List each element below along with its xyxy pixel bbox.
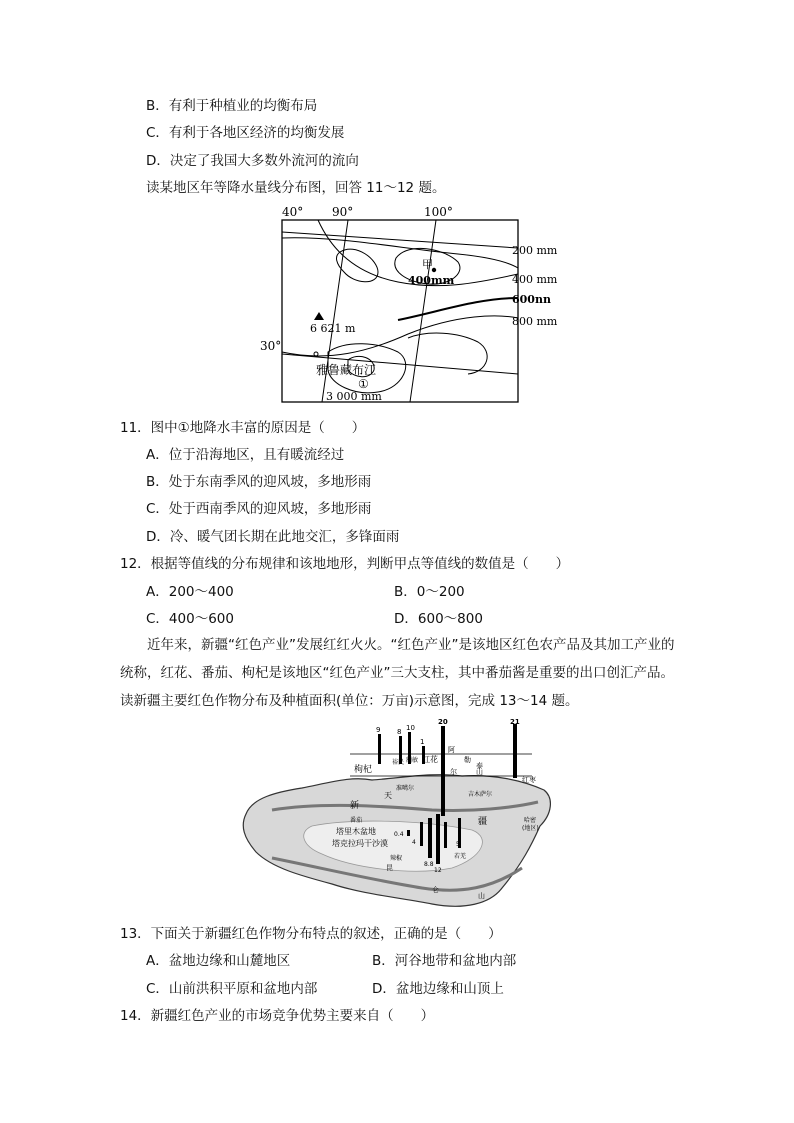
precipitation-isohyet-map [258, 202, 578, 406]
isohyet-label-600: 600nn [512, 293, 551, 306]
q11-option-a: A．位于沿海地区，且有暖流经过 [146, 447, 345, 463]
label-marker: ① [358, 377, 369, 391]
bar-8.8 [428, 818, 432, 858]
point-small [314, 352, 318, 356]
peak-marker [314, 312, 324, 320]
bar-9 [378, 734, 381, 764]
q11-option-b: B．处于东南季风的迎风坡，多地形雨 [146, 474, 372, 490]
isohyet-label-400: 400 mm [512, 273, 558, 286]
bar-value-5: 5 [456, 841, 460, 848]
label-jiang: 疆 [478, 817, 488, 827]
label-diqu: (地区) [522, 825, 539, 832]
option-c-prev: C．有利于各地区经济的均衡发展 [146, 125, 345, 141]
xinjiang-red-crops-map [232, 718, 554, 914]
label-shan-north: 山 [476, 768, 483, 776]
label-taklimakan: 塔克拉玛干沙漠 [332, 839, 388, 848]
q11-option-c: C．处于西南季风的迎风坡，多地形雨 [146, 501, 372, 517]
q12-stem: 12．根据等值线的分布规律和该地地形，判断甲点等值线的数值是（ ） [120, 556, 570, 572]
label-lajiao: 辣椒 [390, 855, 403, 862]
q13-option-a: A．盆地边缘和山麓地区 [146, 953, 291, 969]
label-tarim-basin: 塔里木盆地 [336, 827, 376, 836]
isohyet-label-200: 200 mm [512, 244, 558, 257]
label-hami: 哈密 [524, 817, 537, 824]
bar-20 [441, 726, 445, 816]
label-hongzao: 红枣 [522, 776, 536, 784]
bar-5 [444, 822, 447, 848]
isohyet-200 [282, 238, 518, 268]
bar-value-0.4: 0.4 [394, 831, 404, 838]
label-river: 雅鲁藏布江 [316, 363, 377, 377]
label-jia: 甲 [422, 258, 433, 271]
label-tai: 泰 [476, 762, 483, 770]
label-jimusar: 吉木萨尔 [468, 791, 493, 798]
bar-value-9: 9 [376, 726, 381, 734]
q11-option-d: D．冷、暖气团长期在此地交汇，多锋面雨 [146, 529, 400, 545]
bar-value-21: 21 [510, 718, 520, 726]
option-b-prev: B．有利于种植业的均衡布局 [146, 98, 318, 114]
bar-value-12: 12 [434, 867, 442, 874]
lat-label-30: 30° [260, 339, 282, 353]
label-le: 勒 [464, 756, 471, 764]
bar-21 [513, 724, 517, 778]
passage-red-industry: 近年来，新疆“红色产业”发展红红火火。“红色产业”是该地区红色农产品及其加工产业的统称，红花、番茄、枸杞是该地区“红色产业”三大支柱，其中番茄酱是重要的出口创汇产品。读新疆主要红色作物分布及种植面积(单位：万亩)示意图，完成 13～14 题。 [120, 637, 675, 709]
lon-label-100: 100° [424, 205, 453, 219]
bar-4 [420, 822, 423, 846]
label-ruoqiang: 若羌 [454, 853, 467, 860]
bar-value-10: 10 [406, 724, 415, 732]
isohyet-600 [398, 298, 518, 320]
label-gouqi: 枸杞 [354, 765, 373, 775]
q13-option-d: D．盆地边缘和山顶上 [372, 981, 504, 997]
bar-value-8: 8 [397, 728, 402, 736]
bar-value-1: 1 [420, 738, 425, 746]
label-er: 尔 [450, 768, 457, 776]
q12-option-b: B．0～200 [394, 584, 465, 600]
q12-option-d: D．600～800 [394, 611, 483, 627]
intro-11-12: 读某地区年等降水量线分布图，回答 11～12 题。 [146, 180, 446, 196]
label-shan-south: 山 [478, 892, 485, 900]
q13-option-c: C．山前洪积平原和盆地内部 [146, 981, 318, 997]
q13-option-b: B．河谷地带和盆地内部 [372, 953, 517, 969]
q13-stem: 13．下面关于新疆红色作物分布特点的叙述，正确的是（ ） [120, 926, 502, 942]
label-jia-400: 400mm [408, 274, 455, 287]
label-a: 阿 [448, 746, 455, 754]
label-fanqie: 番茄 [350, 817, 363, 824]
label-lun: 仑 [432, 886, 439, 894]
q12-option-a: A．200～400 [146, 584, 234, 600]
label-emin: 额敏 [406, 757, 419, 764]
lon-label-40: 40° [282, 205, 304, 219]
label-junggar: 准噶尔 [396, 785, 415, 792]
label-tian: 天 [384, 791, 392, 800]
lat-line-north [282, 232, 518, 248]
label-peak: 6 621 m [310, 322, 356, 335]
q14-stem: 14．新疆红色产业的市场竞争优势主要来自（ ） [120, 1008, 435, 1024]
bar-value-8.8: 8.8 [424, 861, 434, 868]
label-3000: 3 000 mm [326, 390, 382, 403]
lon-line-100 [410, 220, 436, 402]
bar-0.4 [407, 830, 410, 836]
option-d-prev: D．决定了我国大多数外流河的流向 [146, 153, 359, 169]
bar-value-4: 4 [412, 839, 416, 846]
label-yumin: 裕民 [392, 759, 405, 766]
bar-12 [436, 814, 440, 864]
bar-value-20: 20 [438, 718, 448, 726]
label-honghua: 红花 [422, 755, 438, 764]
label-kun: 昆 [386, 864, 393, 872]
label-xin: 新 [350, 801, 360, 811]
q11-stem: 11．图中①地降水丰富的原因是（ ） [120, 420, 366, 436]
q12-option-c: C．400～600 [146, 611, 234, 627]
lon-label-90: 90° [332, 205, 354, 219]
isohyet-label-800: 800 mm [512, 315, 558, 328]
